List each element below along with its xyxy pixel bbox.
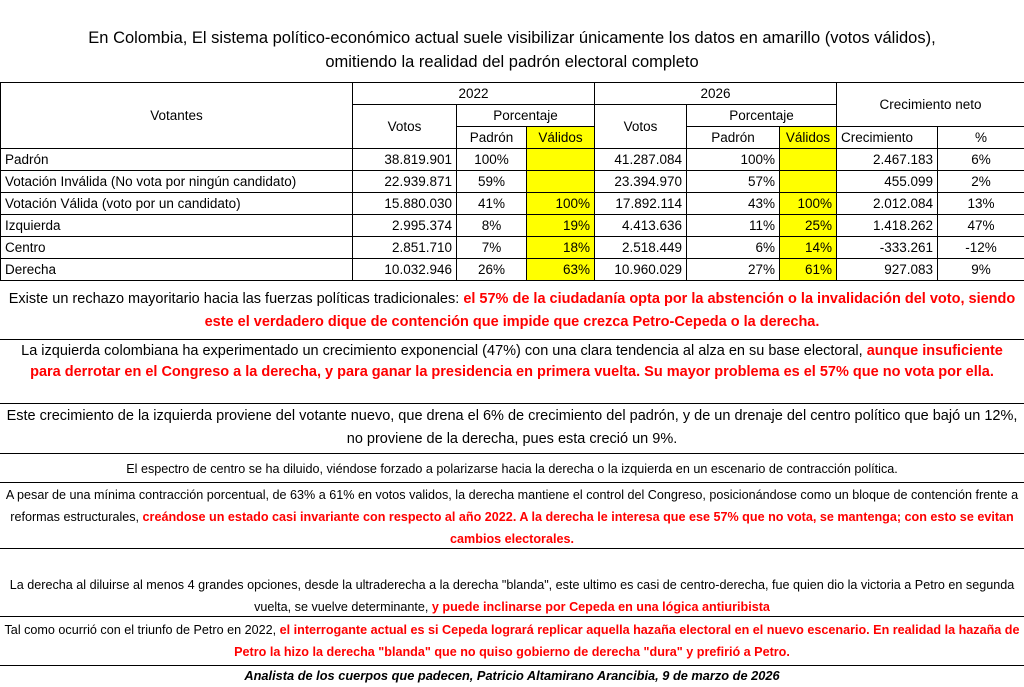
validos-pct-2026: 100% (780, 193, 837, 215)
author-credit (0, 666, 1024, 687)
votos-2022: 38.819.901 (353, 149, 457, 171)
padron-pct-2026: 27% (687, 259, 780, 281)
year-2022: 2022 (353, 83, 595, 105)
crecimiento: 455.099 (837, 171, 938, 193)
col-header-padron-2022: Padrón (457, 127, 527, 149)
votos-2026: 23.394.970 (595, 171, 687, 193)
paragraph-highlight: aunque insuficiente para derrotar en el Congreso a la derecha, y para ganar la presidencia en primera vuelta. Su mayor problema es el 57% que no vota por ella. (30, 343, 1003, 380)
paragraph-petro (0, 617, 1024, 666)
row-label: Centro (1, 237, 353, 259)
header-row-years (1, 83, 1024, 105)
padron-pct-2026: 6% (687, 237, 780, 259)
paragraph-derecha-congreso (0, 483, 1024, 549)
validos-pct-2026 (780, 149, 837, 171)
padron-pct-2022: 7% (457, 237, 527, 259)
paragraph-text: Existe un rechazo mayoritario hacia las fuerzas políticas tradicionales: (8, 291, 460, 307)
row-label: Padrón (1, 149, 353, 171)
row-label: Votación Válida (voto por un candidato) (1, 193, 353, 215)
validos-pct-2022: 63% (527, 259, 595, 281)
paragraph-text: La derecha al diluirse al menos 4 grandes opciones, desde la ultraderecha a la derecha "blanda", este ultimo es casi de centro-derecha, fue quien dio la victoria a Petro en segunda vuelta, se vuelve determinante, (9, 578, 1015, 614)
validos-pct-2022 (527, 149, 595, 171)
col-header-votantes: Votantes (1, 83, 353, 149)
paragraph-highlight: y puede inclinarse por Cepeda en una lógica antiuribista (431, 600, 770, 614)
votos-2022: 22.939.871 (353, 171, 457, 193)
validos-pct-2022: 100% (527, 193, 595, 215)
col-header-padron-2026: Padrón (687, 127, 780, 149)
page-title (0, 26, 1024, 74)
crecimiento: -333.261 (837, 237, 938, 259)
padron-pct-2022: 26% (457, 259, 527, 281)
padron-pct-2026: 57% (687, 171, 780, 193)
paragraph-derecha-blanda (0, 549, 1024, 617)
col-header-crecimiento-neto: Crecimiento neto (837, 83, 1024, 127)
votos-2022: 2.851.710 (353, 237, 457, 259)
table-row (1, 193, 1024, 215)
padron-pct-2026: 100% (687, 149, 780, 171)
paragraph-crecimiento (0, 404, 1024, 454)
paragraph-highlight: el 57% de la ciudadanía opta por la abstención o la invalidación del voto, siendo este el verdadero dique de contención que impide que crezca Petro-Cepeda o la derecha. (204, 291, 1016, 330)
validos-pct-2022: 19% (527, 215, 595, 237)
row-label: Derecha (1, 259, 353, 281)
padron-pct-2026: 43% (687, 193, 780, 215)
col-header-validos-2022: Válidos (527, 127, 595, 149)
votos-2026: 17.892.114 (595, 193, 687, 215)
padron-pct-2022: 59% (457, 171, 527, 193)
votos-2026: 41.287.084 (595, 149, 687, 171)
paragraph-highlight: el interrogante actual es si Cepeda logrará replicar aquella hazaña electoral en el nuevo escenario. En realidad la hazaña de Petro la hizo la derecha "blanda" que no quiso gobierno de derecha "dura" y prefirió a Petro. (234, 623, 1020, 659)
col-header-crecimiento: Crecimiento (837, 127, 938, 149)
votos-2022: 15.880.030 (353, 193, 457, 215)
crecimiento-pct: 47% (938, 215, 1024, 237)
paragraph-centro (0, 454, 1024, 483)
paragraph-text: A pesar de una mínima contracción porcentual, de 63% a 61% en votos validos, la derecha mantiene el control del Congreso, posicionándose como un bloque de contención frente a reformas estructurales, (5, 488, 1019, 524)
validos-pct-2026: 25% (780, 215, 837, 237)
crecimiento: 2.467.183 (837, 149, 938, 171)
col-header-porcentaje-2022: Porcentaje (457, 105, 595, 127)
table-row (1, 171, 1024, 193)
crecimiento-pct: 13% (938, 193, 1024, 215)
paragraph-rechazo (0, 285, 1024, 340)
col-header-votos-2022: Votos (353, 105, 457, 149)
validos-pct-2026 (780, 171, 837, 193)
col-header-pct: % (938, 127, 1024, 149)
paragraph-text: La izquierda colombiana ha experimentado un crecimiento exponencial (47%) con una clara tendencia al alza en su base electoral, (21, 343, 863, 359)
title-line-2: omitiendo la realidad del padrón electoral completo (325, 53, 699, 71)
votos-2026: 10.960.029 (595, 259, 687, 281)
padron-pct-2022: 41% (457, 193, 527, 215)
crecimiento: 1.418.262 (837, 215, 938, 237)
col-header-porcentaje-2026: Porcentaje (687, 105, 837, 127)
votes-table (0, 82, 1024, 281)
table-row (1, 237, 1024, 259)
crecimiento: 927.083 (837, 259, 938, 281)
crecimiento-pct: 9% (938, 259, 1024, 281)
padron-pct-2022: 8% (457, 215, 527, 237)
table-row (1, 215, 1024, 237)
paragraph-text: El espectro de centro se ha diluido, viéndose forzado a polarizarse hacia la derecha o la izquierda en un escenario de contracción política. (126, 462, 898, 476)
crecimiento-pct: 6% (938, 149, 1024, 171)
validos-pct-2022 (527, 171, 595, 193)
votos-2026: 2.518.449 (595, 237, 687, 259)
padron-pct-2026: 11% (687, 215, 780, 237)
votos-2022: 2.995.374 (353, 215, 457, 237)
table-row (1, 149, 1024, 171)
crecimiento: 2.012.084 (837, 193, 938, 215)
validos-pct-2026: 61% (780, 259, 837, 281)
col-header-validos-2026: Válidos (780, 127, 837, 149)
paragraph-izquierda (0, 340, 1024, 404)
title-line-1: En Colombia, El sistema político-económico actual suele visibilizar únicamente los datos en amarillo (votos válidos), (88, 29, 936, 47)
validos-pct-2022: 18% (527, 237, 595, 259)
paragraph-text: Tal como ocurrió con el triunfo de Petro en 2022, (4, 623, 277, 637)
year-2026: 2026 (595, 83, 837, 105)
author-text: Analista de los cuerpos que padecen, Patricio Altamirano Arancibia, 9 de marzo de 2026 (244, 668, 780, 683)
crecimiento-pct: -12% (938, 237, 1024, 259)
col-header-votos-2026: Votos (595, 105, 687, 149)
paragraph-highlight: creándose un estado casi invariante con respecto al año 2022. A la derecha le interesa que ese 57% que no vota, se mantenga; con esto se evitan cambios electorales. (142, 510, 1014, 546)
row-label: Votación Inválida (No vota por ningún candidato) (1, 171, 353, 193)
table-row (1, 259, 1024, 281)
votos-2022: 10.032.946 (353, 259, 457, 281)
votos-2026: 4.413.636 (595, 215, 687, 237)
padron-pct-2022: 100% (457, 149, 527, 171)
validos-pct-2026: 14% (780, 237, 837, 259)
row-label: Izquierda (1, 215, 353, 237)
crecimiento-pct: 2% (938, 171, 1024, 193)
paragraph-text: Este crecimiento de la izquierda proviene del votante nuevo, que drena el 6% de crecimiento del padrón, y de un drenaje del centro político que bajó un 12%, no proviene de la derecha, pues esta creció un 9%. (6, 408, 1018, 447)
